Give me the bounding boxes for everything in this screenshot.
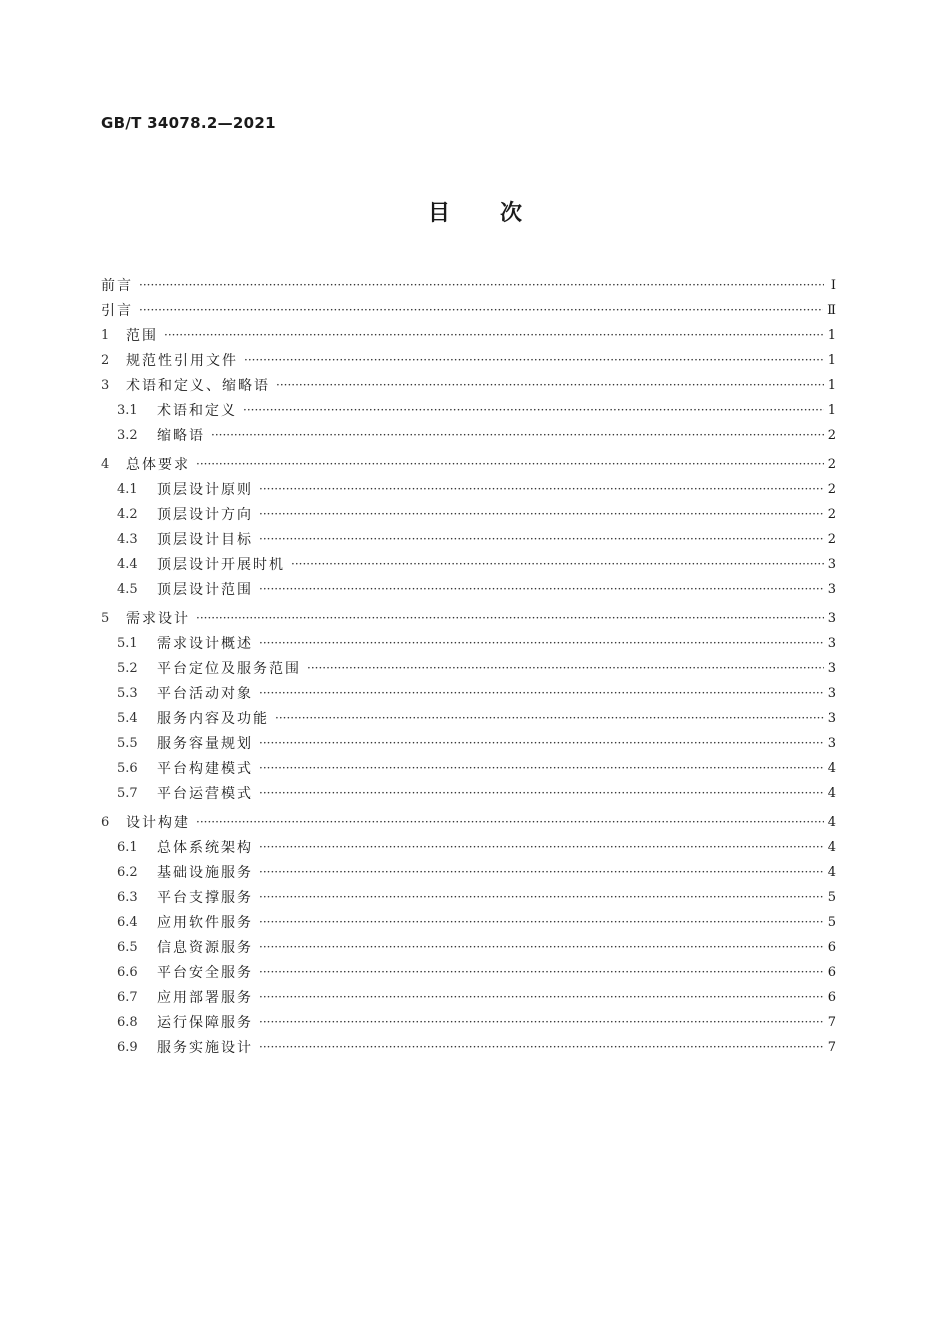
toc-entry[interactable] [117, 758, 836, 778]
toc-entry-number: 6 [101, 814, 110, 830]
toc-entry-number: 6.9 [117, 1039, 138, 1055]
toc-entry-number: 5 [101, 610, 110, 626]
toc-entry[interactable] [117, 683, 836, 703]
toc-dot-leader [259, 683, 824, 703]
toc-entry-number: 4.2 [117, 506, 138, 522]
toc-dot-leader [259, 529, 824, 549]
toc-entry[interactable] [117, 479, 836, 499]
toc-dot-leader [244, 350, 824, 370]
toc-entry-page: 2 [827, 427, 836, 443]
toc-entry-number: 2 [101, 352, 110, 368]
toc-entry-title: 顶层设计原则 [157, 482, 253, 498]
toc-entry-page: Ⅱ [827, 302, 836, 318]
toc-dot-leader [259, 633, 824, 653]
toc-entry-page: 5 [827, 914, 836, 930]
toc-entry-number: 3 [101, 377, 110, 393]
toc-entry[interactable] [117, 937, 836, 957]
toc-entry[interactable] [117, 783, 836, 803]
toc-entry-number: 3.1 [117, 402, 138, 418]
toc-dot-leader [164, 325, 824, 345]
toc-dot-leader [259, 783, 824, 803]
toc-entry-title: 需求设计 [126, 611, 190, 627]
toc-entry-page: 6 [827, 989, 836, 1005]
toc-entry-title: 平台构建模式 [157, 761, 253, 777]
toc-entry-page: 3 [827, 635, 836, 651]
toc-entry-number: 5.7 [117, 785, 138, 801]
toc-entry-title: 顶层设计开展时机 [157, 557, 285, 573]
toc-dot-leader [196, 812, 824, 832]
toc-entry-page: 4 [827, 760, 836, 776]
toc-entry[interactable] [101, 454, 836, 474]
toc-entry-title: 平台活动对象 [157, 686, 253, 702]
toc-entry-page: 4 [827, 864, 836, 880]
toc-entry[interactable] [117, 962, 836, 982]
toc-entry-page: 2 [827, 506, 836, 522]
toc-entry-title: 平台安全服务 [157, 965, 253, 981]
toc-entry-title: 范围 [126, 328, 158, 344]
toc-entry-title: 前言 [101, 278, 133, 294]
toc-entry-page: 3 [827, 710, 836, 726]
toc-entry[interactable] [117, 579, 836, 599]
toc-entry[interactable] [117, 1012, 836, 1032]
toc-dot-leader [259, 504, 824, 524]
toc-entry-page: 3 [827, 660, 836, 676]
toc-entry[interactable] [101, 812, 836, 832]
toc-entry-number: 4.4 [117, 556, 138, 572]
toc-entry[interactable] [101, 300, 836, 320]
toc-entry-page: 2 [827, 456, 836, 472]
toc-entry-title: 设计构建 [126, 815, 190, 831]
toc-entry-number: 6.7 [117, 989, 138, 1005]
toc-entry[interactable] [117, 504, 836, 524]
toc-entry-title: 总体要求 [126, 457, 190, 473]
toc-dot-leader [196, 454, 824, 474]
toc-entry[interactable] [117, 733, 836, 753]
toc-entry-number: 5.2 [117, 660, 138, 676]
toc-dot-leader [307, 658, 824, 678]
toc-dot-leader [276, 375, 824, 395]
toc-entry-page: 3 [827, 610, 836, 626]
toc-dot-leader [259, 579, 824, 599]
toc-dot-leader [259, 733, 824, 753]
toc-dot-leader [139, 275, 824, 295]
toc-dot-leader [259, 479, 824, 499]
toc-dot-leader [243, 400, 824, 420]
toc-entry[interactable] [117, 400, 836, 420]
toc-dot-leader [259, 962, 824, 982]
toc-entry-number: 5.1 [117, 635, 138, 651]
toc-dot-leader [196, 608, 824, 628]
toc-entry-title: 引言 [101, 303, 133, 319]
toc-entry[interactable] [101, 375, 836, 395]
toc-entry-title: 服务容量规划 [157, 736, 253, 752]
toc-entry[interactable] [101, 275, 836, 295]
toc-entry[interactable] [117, 658, 836, 678]
toc-entry[interactable] [117, 1037, 836, 1057]
toc-entry[interactable] [117, 862, 836, 882]
toc-entry-number: 5.5 [117, 735, 138, 751]
toc-entry[interactable] [117, 912, 836, 932]
toc-dot-leader [275, 708, 824, 728]
toc-entry-page: 1 [827, 377, 836, 393]
toc-entry-page: 2 [827, 481, 836, 497]
page-title: 目次 [427, 201, 572, 226]
toc-entry-title: 总体系统架构 [157, 840, 253, 856]
toc-dot-leader [259, 937, 824, 957]
toc-dot-leader [291, 554, 824, 574]
toc-entry[interactable] [117, 887, 836, 907]
toc-entry-title: 运行保障服务 [157, 1015, 253, 1031]
toc-dot-leader [259, 862, 824, 882]
toc-entry-number: 4.5 [117, 581, 138, 597]
toc-entry[interactable] [117, 837, 836, 857]
toc-entry[interactable] [101, 325, 836, 345]
toc-entry[interactable] [117, 633, 836, 653]
toc-entry-number: 6.8 [117, 1014, 138, 1030]
toc-entry-page: 7 [827, 1014, 836, 1030]
toc-dot-leader [259, 837, 824, 857]
toc-entry-title: 顶层设计目标 [157, 532, 253, 548]
toc-entry-title: 需求设计概述 [157, 636, 253, 652]
toc-dot-leader [259, 1037, 824, 1057]
toc-entry-number: 1 [101, 327, 110, 343]
toc-entry-page: Ⅰ [830, 277, 836, 293]
toc-entry-page: 3 [827, 735, 836, 751]
toc-entry-title: 顶层设计方向 [157, 507, 253, 523]
toc-entry-page: 3 [827, 581, 836, 597]
toc-entry-title: 服务实施设计 [157, 1040, 253, 1056]
toc-entry-number: 6.3 [117, 889, 138, 905]
toc-entry-number: 4.1 [117, 481, 138, 497]
toc-entry-number: 5.6 [117, 760, 138, 776]
toc-entry-number: 6.2 [117, 864, 138, 880]
toc-entry-title: 规范性引用文件 [126, 353, 238, 369]
toc-entry-title: 平台支撑服务 [157, 890, 253, 906]
toc-entry-title: 服务内容及功能 [157, 711, 269, 727]
toc-entry-number: 6.4 [117, 914, 138, 930]
toc-entry-title: 平台运营模式 [157, 786, 253, 802]
toc-entry[interactable] [117, 708, 836, 728]
toc-entry-page: 5 [827, 889, 836, 905]
toc-entry-page: 2 [827, 531, 836, 547]
toc-entry-number: 6.1 [117, 839, 138, 855]
toc-entry-page: 6 [827, 964, 836, 980]
toc-dot-leader [259, 987, 824, 1007]
toc-dot-leader [139, 300, 823, 320]
toc-dot-leader [259, 887, 824, 907]
toc-entry-page: 4 [827, 785, 836, 801]
toc-entry-number: 6.6 [117, 964, 138, 980]
toc-entry-page: 7 [827, 1039, 836, 1055]
toc-entry-title: 基础设施服务 [157, 865, 253, 881]
toc-dot-leader [259, 912, 824, 932]
toc-entry-title: 应用部署服务 [157, 990, 253, 1006]
toc-entry-number: 5.3 [117, 685, 138, 701]
toc-entry[interactable] [117, 554, 836, 574]
toc-entry[interactable] [101, 350, 836, 370]
toc-entry-title: 平台定位及服务范围 [157, 661, 301, 677]
toc-entry-title: 术语和定义、缩略语 [126, 378, 270, 394]
toc-entry[interactable] [117, 987, 836, 1007]
toc-entry[interactable] [117, 529, 836, 549]
toc-entry-page: 1 [827, 352, 836, 368]
toc-entry-page: 4 [827, 839, 836, 855]
toc-dot-leader [259, 1012, 824, 1032]
toc-entry-title: 术语和定义 [157, 403, 237, 419]
toc-entry-page: 1 [827, 402, 836, 418]
toc-entry-number: 5.4 [117, 710, 138, 726]
toc-entry-number: 4.3 [117, 531, 138, 547]
toc-dot-leader [259, 758, 824, 778]
toc-entry[interactable] [101, 608, 836, 628]
toc-entry-title: 应用软件服务 [157, 915, 253, 931]
toc-entry-page: 6 [827, 939, 836, 955]
toc-entry-title: 缩略语 [157, 428, 205, 444]
toc-entry-title: 信息资源服务 [157, 940, 253, 956]
toc-entry-number: 4 [101, 456, 110, 472]
toc-entry-title: 顶层设计范围 [157, 582, 253, 598]
toc-entry-number: 6.5 [117, 939, 138, 955]
toc-entry-page: 1 [827, 327, 836, 343]
toc-entry-number: 3.2 [117, 427, 138, 443]
toc-entry[interactable] [117, 425, 836, 445]
standard-code: GB/T 34078.2—2021 [101, 114, 276, 132]
toc-entry-page: 4 [827, 814, 836, 830]
toc-entry-page: 3 [827, 685, 836, 701]
toc-entry-page: 3 [827, 556, 836, 572]
toc-dot-leader [211, 425, 824, 445]
